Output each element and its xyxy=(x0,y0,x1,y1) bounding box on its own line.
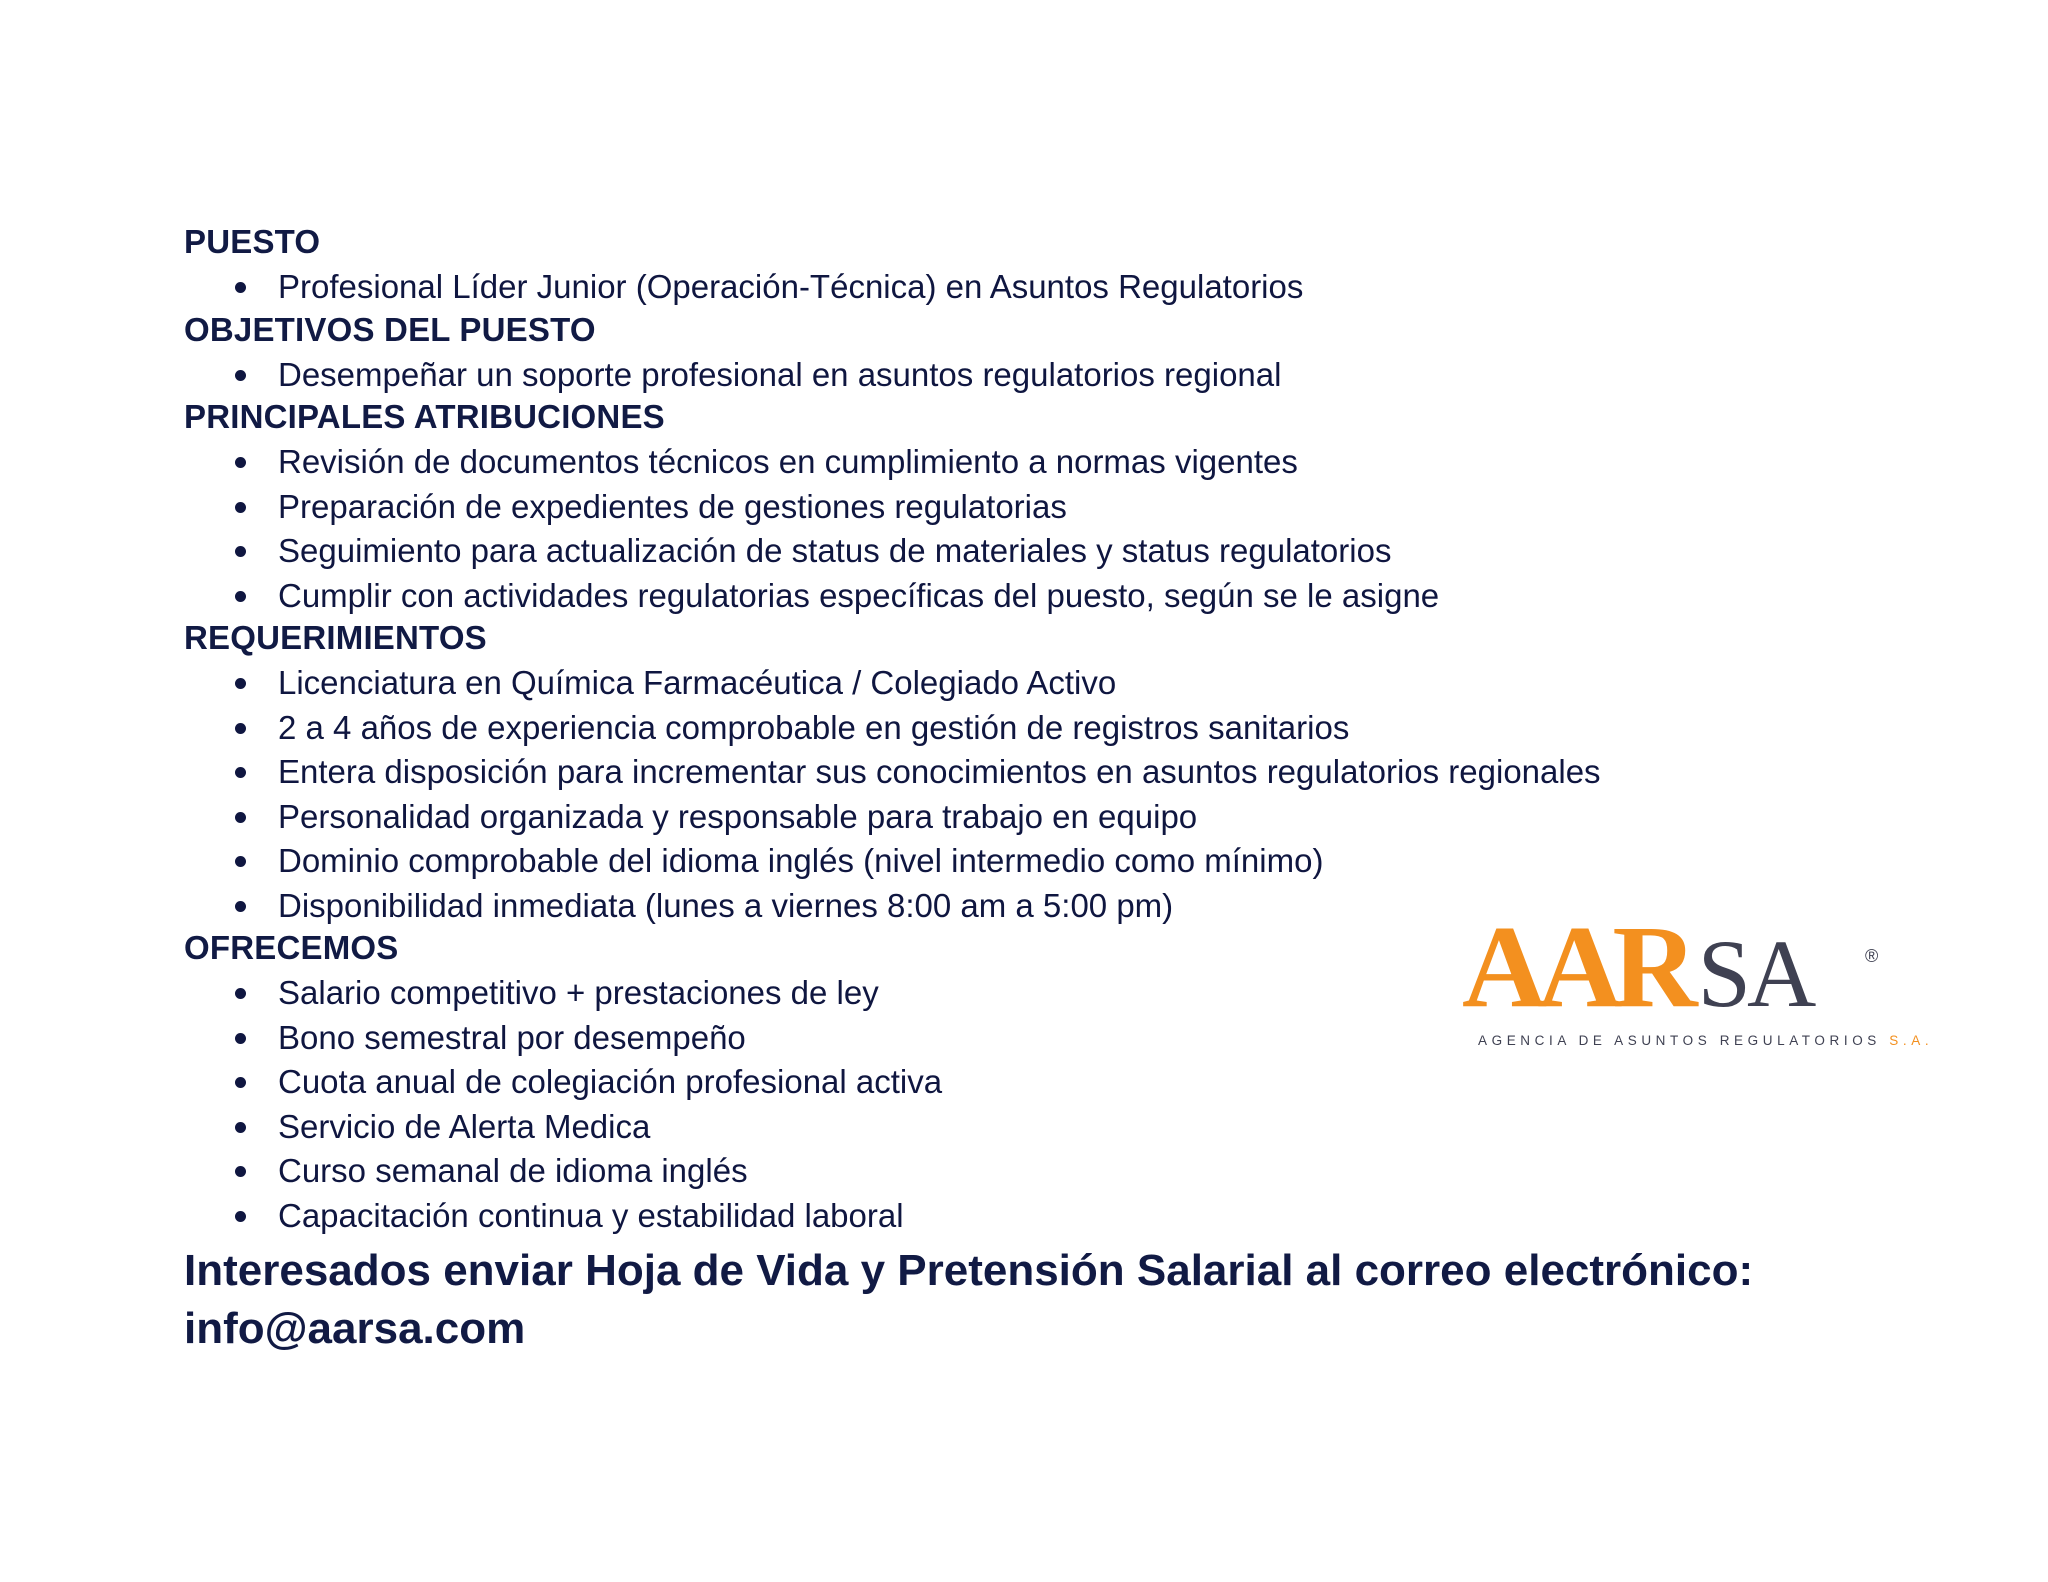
list-item xyxy=(184,839,1884,884)
logo-tagline-text: AGENCIA DE ASUNTOS REGULATORIOS xyxy=(1478,1033,1881,1048)
bullet-icon xyxy=(235,370,246,381)
company-logo xyxy=(1462,901,1934,1052)
list-item xyxy=(184,353,1884,398)
bullet-icon xyxy=(235,1122,246,1133)
list-item xyxy=(184,485,1884,530)
section-heading: PUESTO xyxy=(184,223,321,260)
bullet-icon xyxy=(235,282,246,293)
list-item xyxy=(184,265,1884,310)
list-item xyxy=(184,574,1884,619)
logo-mark-primary: AAR xyxy=(1462,901,1688,1032)
list-item-text: Dominio comprobable del idioma inglés (nivel intermedio como mínimo) xyxy=(278,842,1324,879)
bullet-icon xyxy=(235,1033,246,1044)
list-item xyxy=(184,1060,1884,1105)
bullet-icon xyxy=(235,678,246,689)
list-item-text: Capacitación continua y estabilidad laboral xyxy=(278,1196,904,1234)
section-puesto xyxy=(184,222,1884,310)
section-heading: OBJETIVOS DEL PUESTO xyxy=(184,310,596,348)
section-atribuciones xyxy=(184,397,1884,618)
list-item xyxy=(184,1149,1884,1194)
bullet-icon xyxy=(235,767,246,778)
list-item-text: Disponibilidad inmediata (lunes a viernes 8:00 am a 5:00 pm) xyxy=(278,886,1174,924)
list-item xyxy=(184,1105,1884,1150)
list-item-text: Cumplir con actividades regulatorias específicas del puesto, según se le asigne xyxy=(278,576,1440,614)
bullet-icon xyxy=(235,988,246,999)
list-item-text: Personalidad organizada y responsable para trabajo en equipo xyxy=(278,797,1198,835)
bullet-icon xyxy=(235,1077,246,1088)
list-item xyxy=(184,1194,1884,1239)
job-posting xyxy=(184,222,1884,1358)
logo-tagline-suffix: S.A. xyxy=(1889,1033,1934,1048)
list-item-text: Seguimiento para actualización de status de materiales y status regulatorios xyxy=(278,532,1392,569)
section-objetivos xyxy=(184,310,1884,398)
cta-text: Interesados enviar Hoja de Vida y Pretensión Salarial al correo electrónico: xyxy=(184,1246,1754,1295)
section-heading: PRINCIPALES ATRIBUCIONES xyxy=(184,398,665,435)
list-item xyxy=(184,795,1884,840)
list-item-text: Curso semanal de idioma inglés xyxy=(278,1152,748,1189)
bullet-list xyxy=(184,265,1884,310)
section-heading: OFRECEMOS xyxy=(184,929,399,966)
list-item-text: Licenciatura en Química Farmacéutica / Colegiado Activo xyxy=(278,664,1117,701)
bullet-list xyxy=(184,353,1884,398)
list-item-text: Desempeñar un soporte profesional en asuntos regulatorios regional xyxy=(278,355,1282,393)
contact-email-link[interactable]: info@aarsa.com xyxy=(184,1304,526,1353)
logo-mark-secondary: SA xyxy=(1697,920,1813,1027)
list-item xyxy=(184,440,1884,485)
list-item-text: Cuota anual de colegiación profesional activa xyxy=(278,1063,943,1100)
bullet-icon xyxy=(235,812,246,823)
list-item-text: 2 a 4 años de experiencia comprobable en gestión de registros sanitarios xyxy=(278,708,1350,746)
bullet-icon xyxy=(235,1211,246,1222)
bullet-icon xyxy=(235,723,246,734)
bullet-icon xyxy=(235,502,246,513)
list-item xyxy=(184,661,1884,706)
section-requerimientos xyxy=(184,618,1884,928)
bullet-icon xyxy=(235,1166,246,1177)
bullet-icon xyxy=(235,457,246,468)
list-item-text: Entera disposición para incrementar sus conocimientos en asuntos regulatorios regionales xyxy=(278,753,1601,790)
logo-wordmark xyxy=(1462,901,1813,1032)
call-to-action xyxy=(184,1242,1884,1358)
list-item-text: Servicio de Alerta Medica xyxy=(278,1107,651,1145)
list-item xyxy=(184,529,1884,574)
bullet-icon xyxy=(235,591,246,602)
section-heading: REQUERIMIENTOS xyxy=(184,619,487,656)
bullet-list xyxy=(184,661,1884,928)
list-item xyxy=(184,706,1884,751)
list-item-text: Revisión de documentos técnicos en cumplimiento a normas vigentes xyxy=(278,443,1298,480)
bullet-list xyxy=(184,440,1884,618)
logo-tagline xyxy=(1478,1033,1933,1048)
bullet-icon xyxy=(235,901,246,912)
list-item-text: Preparación de expedientes de gestiones regulatorias xyxy=(278,487,1067,525)
list-item-text: Bono semestral por desempeño xyxy=(278,1018,746,1056)
list-item-text: Salario competitivo + prestaciones de ley xyxy=(278,974,879,1011)
list-item-text: Profesional Líder Junior (Operación-Técnica) en Asuntos Regulatorios xyxy=(278,268,1304,305)
list-item xyxy=(184,750,1884,795)
bullet-icon xyxy=(235,856,246,867)
registered-trademark-icon: ® xyxy=(1865,946,1879,966)
bullet-icon xyxy=(235,546,246,557)
